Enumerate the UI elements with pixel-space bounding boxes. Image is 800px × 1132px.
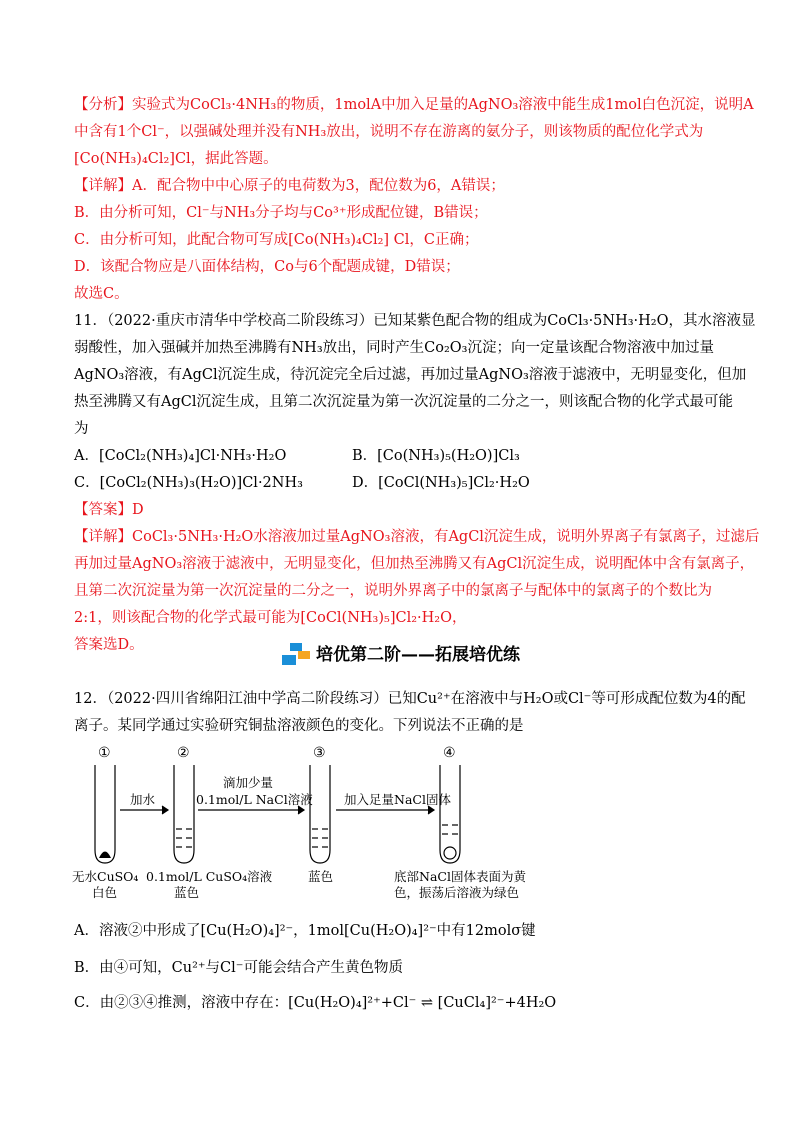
q11-stem-2: 弱酸性，加入强碱并加热至沸腾有NH₃放出，同时产生Co₂O₃沉淀；向一定量该配合物溶液中加过量 (74, 340, 714, 356)
tube-number-3: ③ (313, 745, 326, 761)
test-tube-3 (310, 765, 330, 863)
q12-option-b: B．由④可知，Cu²⁺与Cl⁻可能会结合产生黄色物质 (74, 960, 403, 976)
q11-detail-1: 【详解】CoCl₃·5NH₃·H₂O水溶液加过量AgNO₃溶液，有AgCl沉淀生成，说明外界离子有氯离子，过滤后 (74, 529, 760, 545)
section-header (0, 643, 800, 667)
test-tube-4 (440, 765, 460, 863)
q11-stem-5: 为 (74, 421, 89, 437)
tube1-caption-2: 白色 (92, 885, 118, 900)
analysis-line-2: 中含有1个Cl⁻，以强碱处理并没有NH₃放出，说明不存在游离的氨分子，则该物质的配位化学式为 (74, 124, 704, 140)
detail-line-b: B．由分析可知，Cl⁻与NH₃分子均与Co³⁺形成配位键，B错误； (74, 205, 488, 221)
tube-number-4: ④ (443, 745, 456, 761)
q11-option-b: B．[Co(NH₃)₅(H₂O)]Cl₃ (352, 448, 520, 464)
test-tube-2 (174, 765, 194, 863)
q11-stem-1: 11．（2022·重庆市清华中学校高二阶段练习）已知某紫色配合物的组成为CoCl₃·5NH₃·H₂O，其水溶液显 (74, 313, 756, 329)
q11-option-a: A．[CoCl₂(NH₃)₄]Cl·NH₃·H₂O (74, 448, 287, 464)
step-label-add-solid: 加入足量NaCl固体 (344, 792, 451, 807)
step-label-add-nacl-1: 滴加少量 (223, 775, 274, 790)
q11-detail-3: 且第二次沉淀量为第一次沉淀量的二分之一，说明外界离子中的氯离子与配体中的氯离子的个数比为 (74, 583, 712, 599)
detail-line-c: C．由分析可知，此配合物可写成[Co(NH₃)₄Cl₂] Cl，C正确； (74, 232, 479, 248)
tube4-caption-2: 色，振荡后溶液为绿色 (394, 885, 520, 900)
q11-answer: 【答案】D (74, 502, 144, 518)
analysis-line-3: [Co(NH₃)₄Cl₂]Cl，据此答题。 (74, 151, 278, 167)
q11-option-d: D．[CoCl(NH₃)₅]Cl₂·H₂O (352, 475, 530, 491)
q11-stem-4: 热至沸腾又有AgCl沉淀生成，且第二次沉淀量为第一次沉淀量的二分之一，则该配合物的化学式最可能 (74, 394, 733, 410)
q12-stem-1: 12．（2022·四川省绵阳江油中学高二阶段练习）已知Cu²⁺在溶液中与H₂O或Cl⁻等可形成配位数为4的配 (74, 691, 746, 707)
q11-detail-2: 再加过量AgNO₃溶液于滤液中，无明显变化，但加热至沸腾又有AgCl沉淀生成，说明配体中含有氯离子， (74, 556, 755, 572)
tube4-caption-1: 底部NaCl固体表面为黄 (394, 869, 526, 884)
tube3-caption: 蓝色 (308, 869, 334, 884)
test-tube-1 (95, 765, 115, 863)
q11-detail-4: 2:1，则该配合物的化学式最可能为[CoCl(NH₃)₅]Cl₂·H₂O， (74, 610, 467, 626)
experiment-diagram (72, 745, 526, 905)
q11-detail-5: 答案选D。 (74, 637, 144, 653)
tube1-caption-1: 无水CuSO₄ (72, 869, 139, 884)
section-title: 培优第二阶——拓展培优练 (316, 645, 520, 665)
step-label-add-nacl-2: 0.1mol/L NaCl溶液 (196, 792, 313, 807)
detail-line-d: D．该配合物应是八面体结构，Co与6个配题成键，D错误； (74, 259, 460, 275)
q11-option-c: C．[CoCl₂(NH₃)₃(H₂O)]Cl·2NH₃ (74, 475, 303, 491)
detail-conclusion: 故选C。 (74, 286, 129, 302)
tube2-caption-2: 蓝色 (174, 885, 200, 900)
tube-number-2: ② (177, 745, 190, 761)
step-label-add-water: 加水 (130, 792, 156, 807)
q11-stem-3: AgNO₃溶液，有AgCl沉淀生成，待沉淀完全后过滤，再加过量AgNO₃溶液于滤液中，无明显变化，但加 (74, 367, 747, 383)
tube-number-1: ① (98, 745, 111, 761)
section-logo-icon (280, 643, 310, 667)
q12-option-a: A．溶液②中形成了[Cu(H₂O)₄]²⁻，1mol[Cu(H₂O)₄]²⁻中有12molσ键 (74, 923, 536, 939)
analysis-line-1: 【分析】实验式为CoCl₃·4NH₃的物质，1molA中加入足量的AgNO₃溶液中能生成1mol白色沉淀，说明A (74, 97, 754, 113)
q12-option-c: C．由②③④推测，溶液中存在：[Cu(H₂O)₄]²⁺+Cl⁻ ⇌ [CuCl₄]²⁻+4H₂O (74, 995, 557, 1011)
detail-line-a: 【详解】A．配合物中中心原子的电荷数为3，配位数为6，A错误； (74, 178, 505, 194)
tube2-caption-1: 0.1mol/L CuSO₄溶液 (146, 869, 273, 884)
cuso4-solid (99, 852, 111, 859)
q12-stem-2: 离子。某同学通过实验研究铜盐溶液颜色的变化。下列说法不正确的是 (74, 718, 524, 734)
